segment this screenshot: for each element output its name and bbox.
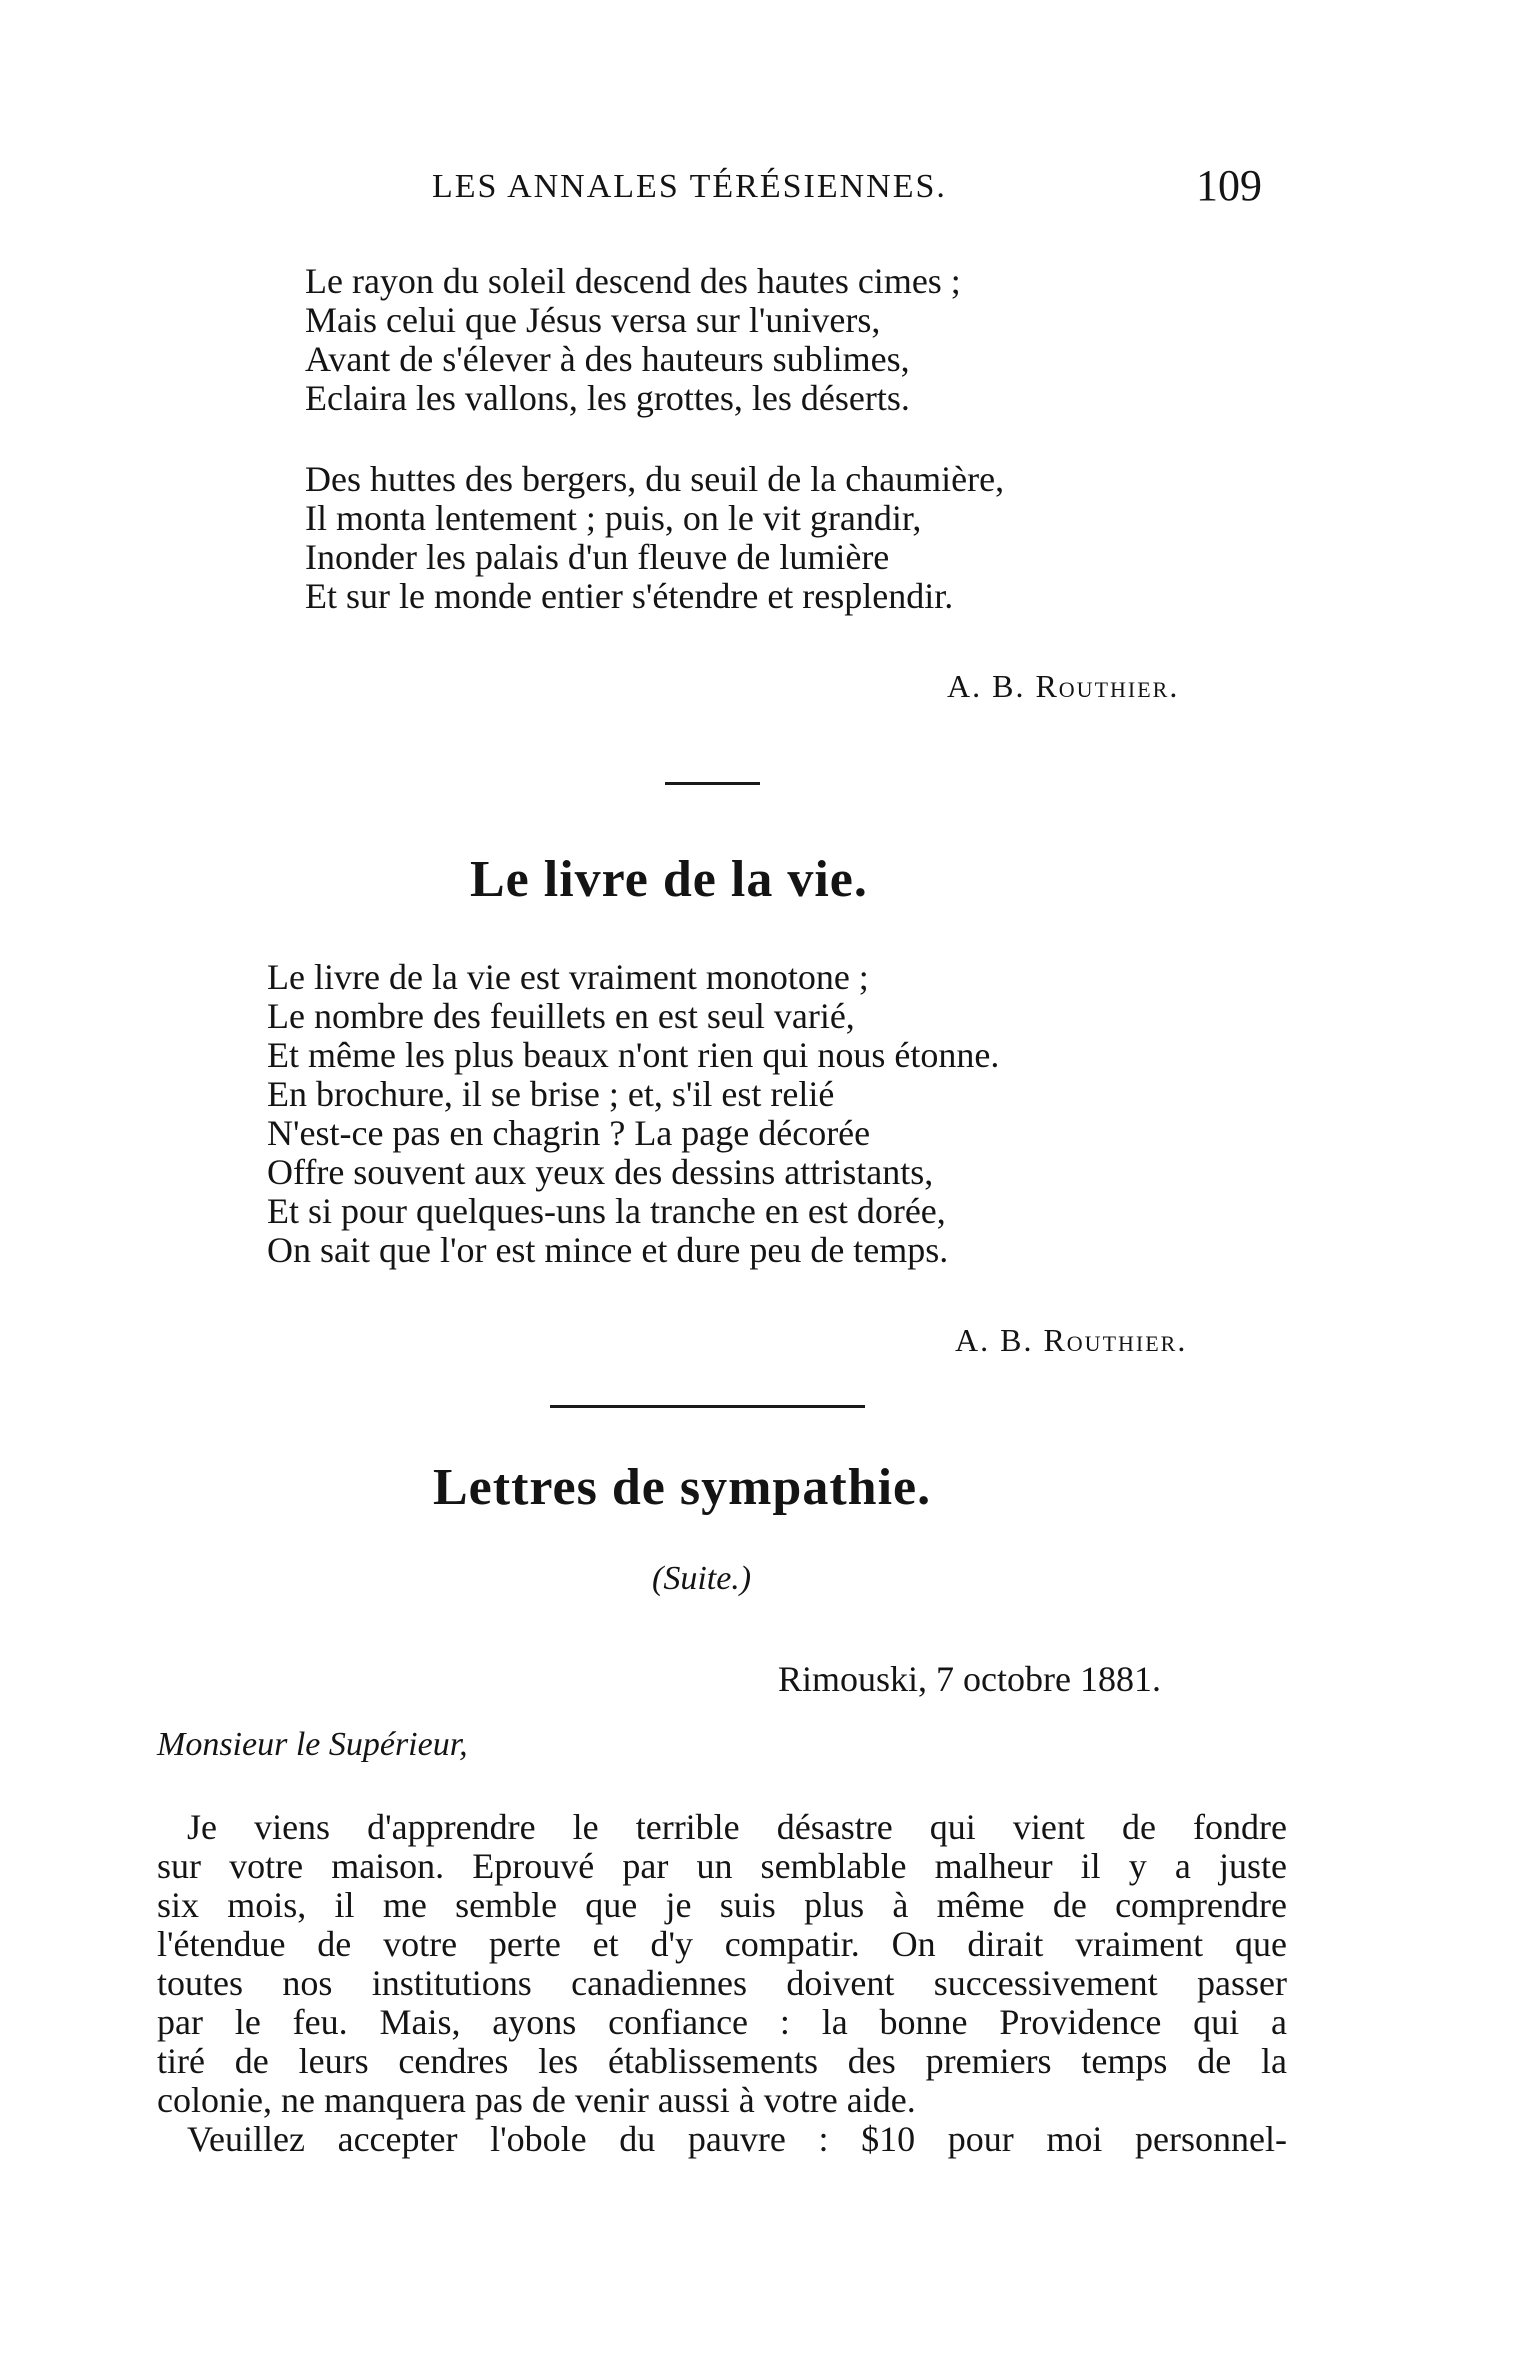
page-number: 109 xyxy=(1196,161,1262,210)
verse-line: Et sur le monde entier s'étendre et resplendir. xyxy=(305,576,954,616)
signature-surname: Routhier. xyxy=(1035,668,1180,704)
prose-line: l'étendue de votre perte et d'y compatir. On dirait vraiment que xyxy=(157,1924,1287,1964)
verse-line: Le nombre des feuillets en est seul varié, xyxy=(267,996,855,1036)
poem1-signature xyxy=(947,668,1179,705)
letter-dateline: Rimouski, 7 octobre 1881. xyxy=(778,1659,1161,1699)
verse-line: Mais celui que Jésus versa sur l'univers, xyxy=(305,300,881,340)
verse-line: Avant de s'élever à des hauteurs sublimes, xyxy=(305,339,910,379)
letter-salutation: Monsieur le Supérieur, xyxy=(157,1726,468,1763)
verse-line: Et si pour quelques-uns la tranche en est dorée, xyxy=(267,1191,946,1231)
verse-line: Inonder les palais d'un fleuve de lumière xyxy=(305,537,890,577)
prose-line: colonie, ne manquera pas de venir aussi à votre aide. xyxy=(157,2080,916,2120)
section-divider xyxy=(550,1405,865,1408)
prose-line: sur votre maison. Eprouvé par un semblable malheur il y a juste xyxy=(157,1846,1287,1886)
prose-line: par le feu. Mais, ayons confiance : la bonne Providence qui a xyxy=(157,2002,1287,2042)
signature-surname: Routhier. xyxy=(1043,1322,1188,1358)
poem2-title: Le livre de la vie. xyxy=(470,851,868,908)
poem2-signature xyxy=(955,1322,1187,1359)
poem1-stanza2 xyxy=(305,460,1004,616)
signature-initials: A. B. xyxy=(955,1322,1034,1358)
verse-line: Eclaira les vallons, les grottes, les déserts. xyxy=(305,378,910,418)
prose-line: tiré de leurs cendres les établissements des premiers temps de la xyxy=(157,2041,1287,2081)
prose-line: toutes nos institutions canadiennes doivent successivement passer xyxy=(157,1963,1287,2003)
prose-line: Veuillez accepter l'obole du pauvre : $10 pour moi personnel- xyxy=(187,2119,1287,2159)
verse-line: Offre souvent aux yeux des dessins attristants, xyxy=(267,1152,934,1192)
running-head: LES ANNALES TÉRÉSIENNES. xyxy=(432,168,947,205)
poem2-stanza xyxy=(267,958,999,1270)
verse-line: Le livre de la vie est vraiment monotone ; xyxy=(267,957,869,997)
verse-line: On sait que l'or est mince et dure peu de temps. xyxy=(267,1230,949,1270)
verse-line: Le rayon du soleil descend des hautes cimes ; xyxy=(305,261,961,301)
verse-line: Des huttes des bergers, du seuil de la chaumière, xyxy=(305,459,1005,499)
section-divider xyxy=(665,782,760,785)
letters-title: Lettres de sympathie. xyxy=(433,1459,932,1516)
verse-line: En brochure, il se brise ; et, s'il est relié xyxy=(267,1074,835,1114)
letters-subtitle: (Suite.) xyxy=(652,1560,752,1597)
verse-line: Et même les plus beaux n'ont rien qui nous étonne. xyxy=(267,1035,1000,1075)
prose-line: Je viens d'apprendre le terrible désastre qui vient de fondre xyxy=(187,1807,1287,1847)
verse-line: Il monta lentement ; puis, on le vit grandir, xyxy=(305,498,922,538)
letter-paragraph-1 xyxy=(157,1808,1287,2120)
signature-initials: A. B. xyxy=(947,668,1026,704)
poem1-stanza1 xyxy=(305,262,961,418)
verse-line: N'est-ce pas en chagrin ? La page décorée xyxy=(267,1113,871,1153)
letter-paragraph-2 xyxy=(157,2120,1287,2159)
prose-line: six mois, il me semble que je suis plus à même de comprendre xyxy=(157,1885,1287,1925)
